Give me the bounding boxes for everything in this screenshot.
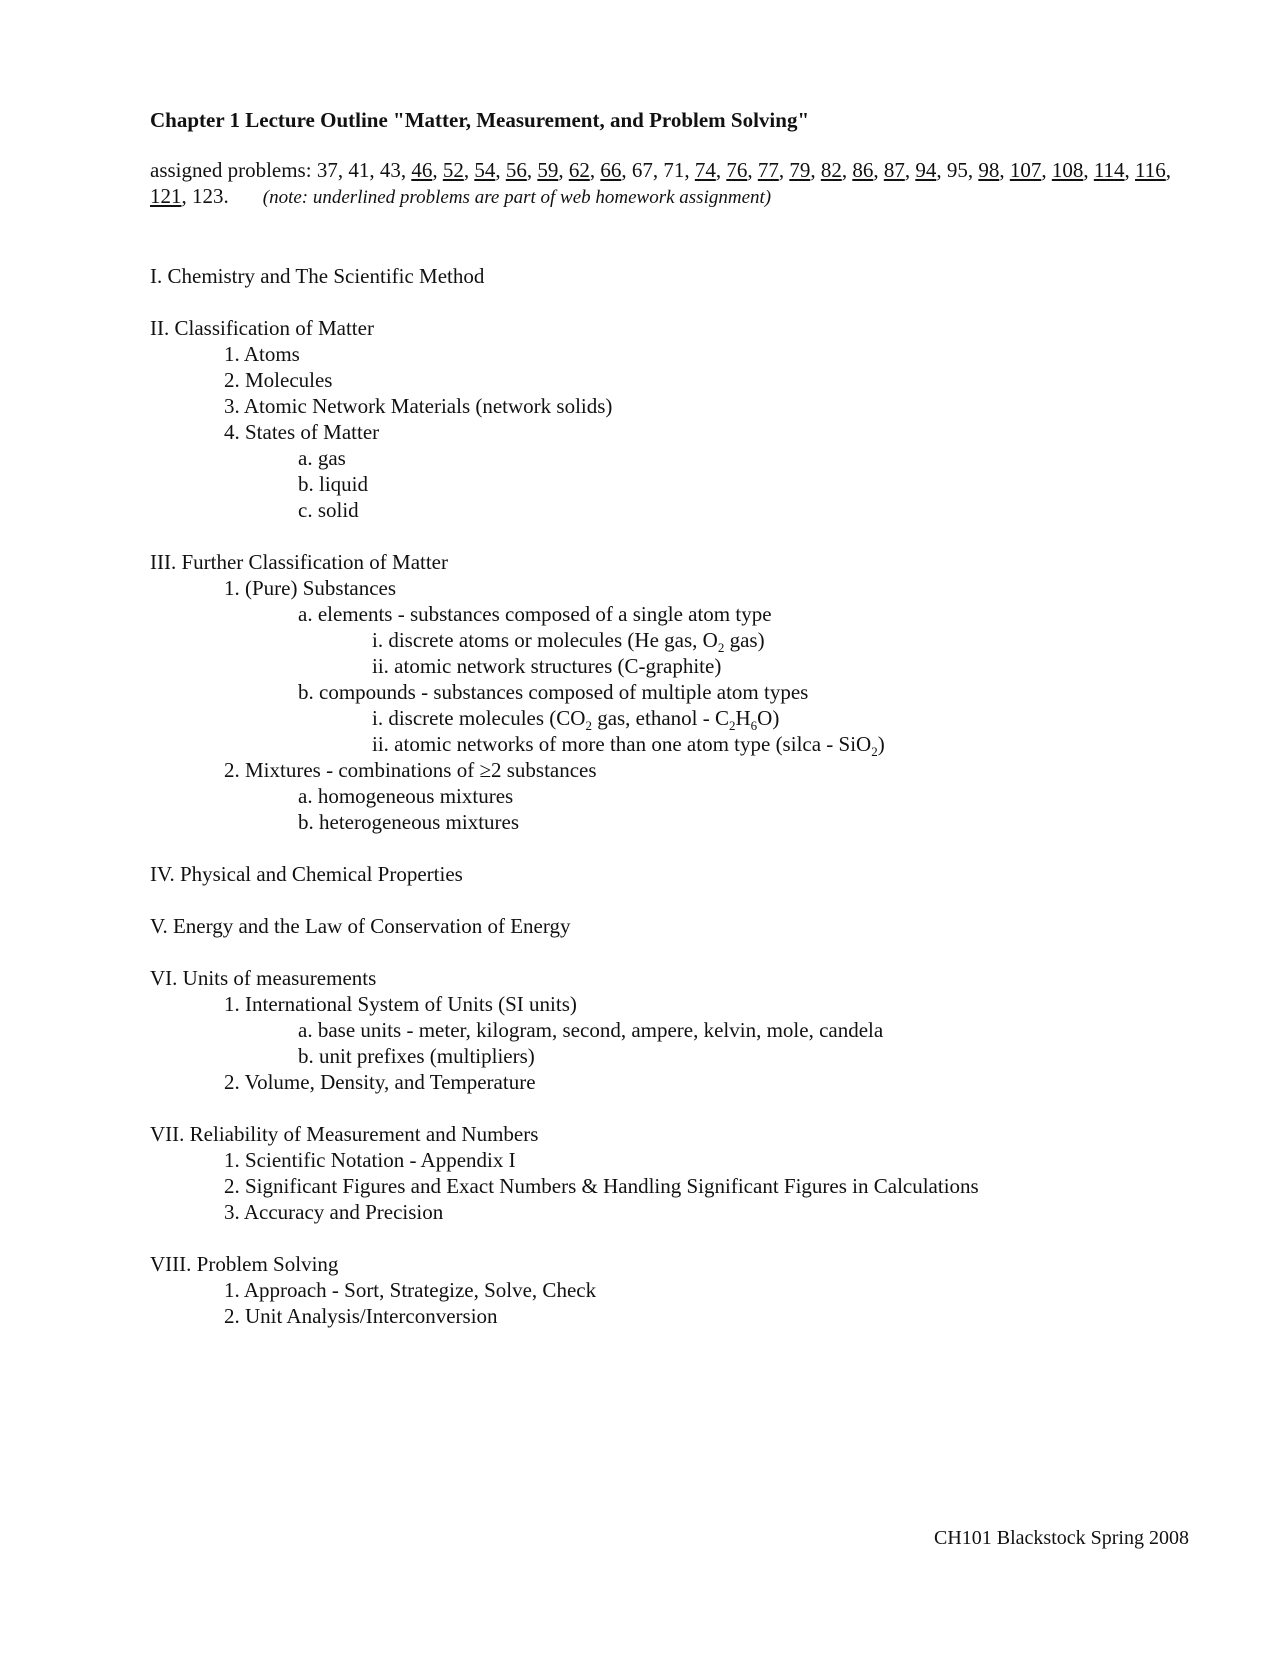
- outline-section: [150, 1251, 1190, 1329]
- problem-number: 67: [631, 158, 653, 182]
- problem-number: 71: [663, 158, 685, 182]
- homework-note: (note: underlined problems are part of web homework assignment): [262, 187, 772, 208]
- outline-section: [150, 913, 1190, 939]
- problem-number: 82: [820, 158, 842, 182]
- problem-number: 121: [150, 184, 182, 208]
- problem-number: 116: [1135, 158, 1166, 182]
- problem-number: 54: [474, 158, 496, 182]
- outline-item: a. gas: [298, 446, 346, 470]
- outline-item: 3. Atomic Network Materials (network solids): [224, 394, 613, 418]
- outline-item: i. discrete atoms or molecules (He gas, $O_2$ gas): [372, 628, 765, 656]
- problem-number: 52: [442, 158, 464, 182]
- outline-section: [150, 549, 1190, 835]
- lecture-outline: [150, 263, 1190, 1329]
- outline-item: 2. Unit Analysis/Interconversion: [224, 1304, 498, 1328]
- problem-number: 94: [915, 158, 937, 182]
- outline-item: a. elements - substances composed of a single atom type: [298, 602, 772, 626]
- course-footer: CH101 Blackstock Spring 2008: [934, 1527, 1189, 1549]
- outline-item: 3. Accuracy and Precision: [224, 1200, 444, 1224]
- problem-number: 123: [192, 184, 224, 208]
- problem-number: 76: [726, 158, 748, 182]
- problem-number: 66: [600, 158, 622, 182]
- outline-item: 1. International System of Units (SI units): [224, 992, 577, 1016]
- section-heading: IV. Physical and Chemical Properties: [150, 862, 463, 886]
- problem-number: 74: [694, 158, 716, 182]
- outline-section: [150, 263, 1190, 289]
- outline-item: 1. Scientific Notation - Appendix I: [224, 1148, 516, 1172]
- problem-number: 59: [537, 158, 559, 182]
- outline-item: b. unit prefixes (multipliers): [298, 1044, 535, 1068]
- outline-item: b. heterogeneous mixtures: [298, 810, 520, 834]
- problem-number: 114: [1093, 158, 1125, 182]
- problem-number: 108: [1051, 158, 1084, 182]
- problem-number: 41: [348, 158, 370, 182]
- outline-section: [150, 861, 1190, 887]
- section-heading: II. Classification of Matter: [150, 316, 374, 340]
- section-heading: VI. Units of measurements: [150, 966, 377, 990]
- outline-item: 1. (Pure) Substances: [224, 576, 397, 600]
- problem-number: 77: [757, 158, 779, 182]
- outline-item: 2. Mixtures - combinations of ≥2 substances: [224, 758, 597, 782]
- problem-number: 95: [946, 158, 968, 182]
- outline-item: b. liquid: [298, 472, 369, 496]
- outline-item: 2. Molecules: [224, 368, 333, 392]
- section-heading: VII. Reliability of Measurement and Numbers: [150, 1122, 539, 1146]
- section-heading: V. Energy and the Law of Conservation of Energy: [150, 914, 571, 938]
- outline-section: [150, 1121, 1190, 1225]
- problem-number: 79: [789, 158, 811, 182]
- problem-number: 43: [379, 158, 401, 182]
- outline-item: 1. Atoms: [224, 342, 300, 366]
- document-title: Chapter 1 Lecture Outline "Matter, Measurement, and Problem Solving": [150, 108, 810, 132]
- outline-item: i. discrete molecules ($CO_2$ gas, ethanol - $C_2H_6O$): [372, 706, 780, 734]
- section-heading: I. Chemistry and The Scientific Method: [150, 264, 485, 288]
- section-heading: VIII. Problem Solving: [150, 1252, 339, 1276]
- problem-number: 98: [978, 158, 1000, 182]
- outline-item: 2. Volume, Density, and Temperature: [224, 1070, 536, 1094]
- outline-item: 2. Significant Figures and Exact Numbers & Handling Significant Figures in Calculations: [224, 1174, 979, 1198]
- problem-number: 62: [568, 158, 590, 182]
- outline-item: 4. States of Matter: [224, 420, 380, 444]
- problem-number: 107: [1009, 158, 1042, 182]
- outline-item: b. compounds - substances composed of multiple atom types: [298, 680, 809, 704]
- assigned-problems: [150, 157, 1190, 211]
- outline-item: a. homogeneous mixtures: [298, 784, 514, 808]
- section-heading: III. Further Classification of Matter: [150, 550, 448, 574]
- problem-number: 56: [505, 158, 527, 182]
- outline-item: ii. atomic networks of more than one atom type (silca - SiO$_2$): [372, 732, 885, 760]
- assigned-label: assigned problems:: [150, 158, 317, 182]
- outline-item: 1. Approach - Sort, Strategize, Solve, Check: [224, 1278, 597, 1302]
- problem-number: 86: [852, 158, 874, 182]
- outline-item: a. base units - meter, kilogram, second, ampere, kelvin, mole, candela: [298, 1018, 884, 1042]
- problem-list: 37, 41, 43, 46, 52, 54, 56, 59, 62, 66, 67, 71, 74, 76, 77, 79, 82, 86, 87, 94, 95, 98, 107, 108, 114, 116, 121, 123.: [150, 158, 1172, 208]
- document-page: [150, 108, 1190, 1355]
- outline-section: [150, 965, 1190, 1095]
- outline-item: ii. atomic network structures (C-graphite): [372, 654, 722, 678]
- outline-section: [150, 315, 1190, 523]
- outline-item: c. solid: [298, 498, 359, 522]
- problem-number: 37: [316, 158, 338, 182]
- problem-number: 87: [883, 158, 905, 182]
- problem-number: 46: [411, 158, 433, 182]
